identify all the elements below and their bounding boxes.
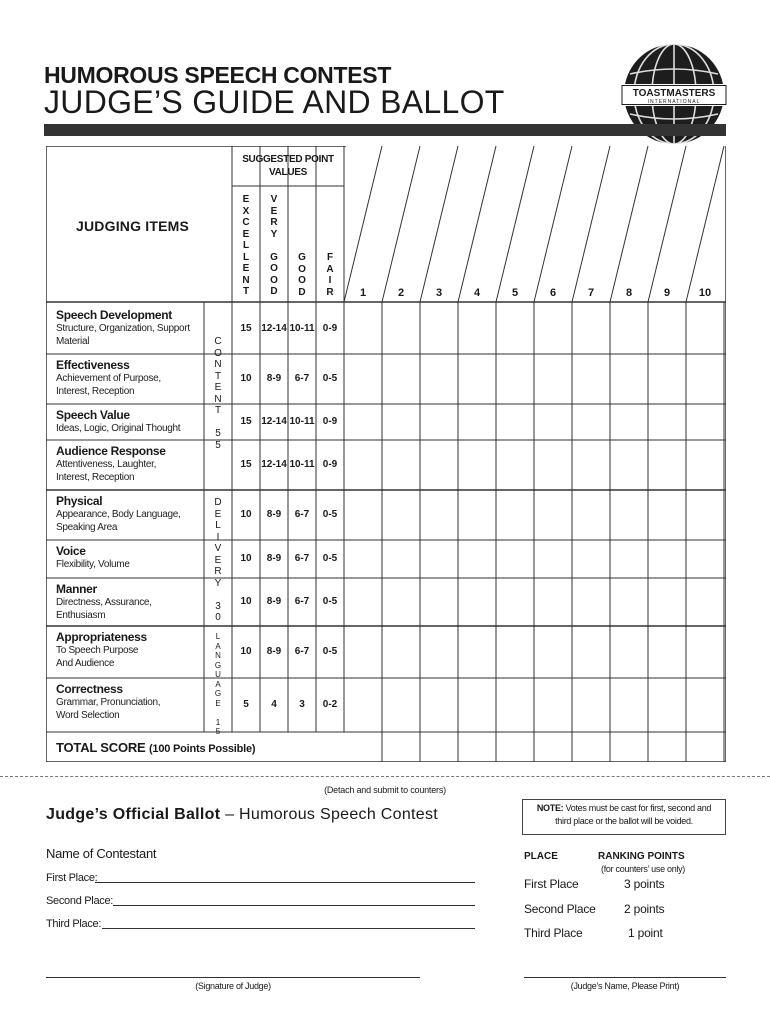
score-cell[interactable] (649, 405, 685, 439)
judge-name-label: (Judge’s Name, Please Print) (570, 981, 680, 991)
rank-place-2: Second Place (524, 902, 596, 916)
scale-header-very-good: V E R Y G O O D (270, 194, 278, 297)
total-score-cell[interactable] (649, 733, 685, 761)
contestant-slant-4 (496, 146, 534, 302)
score-cell[interactable] (421, 441, 457, 489)
first-place-field[interactable] (95, 882, 475, 883)
judging-item-speech-value (56, 408, 180, 435)
note-box (522, 799, 726, 835)
score-cell[interactable] (535, 305, 571, 353)
item-title: Speech Development (56, 308, 172, 322)
score-cell[interactable] (649, 441, 685, 489)
total-score-cell[interactable] (573, 733, 609, 761)
score-cell[interactable] (459, 579, 495, 625)
judging-item-correctness (56, 682, 160, 722)
score-cell[interactable] (611, 405, 647, 439)
suggested-values-label: SUGGESTED POINT VALUES (242, 154, 334, 178)
third-place-field[interactable] (102, 928, 475, 929)
rank-points-2: 2 points (624, 902, 665, 916)
score-cell[interactable] (611, 305, 647, 353)
point-value-3: 0-9 (322, 416, 338, 427)
score-cell[interactable] (345, 679, 381, 731)
contestant-number-7: 7 (587, 287, 595, 299)
detach-note: (Detach and submit to counters) (324, 785, 446, 795)
scale-header-excellent: E X C E L L E N T (242, 194, 250, 297)
score-cell[interactable] (611, 579, 647, 625)
item-subtitle-0: Structure, Organization, Support (56, 323, 190, 334)
rank-points-3: 1 point (628, 926, 663, 940)
item-subtitle-1: Speaking Area (56, 522, 118, 533)
item-title: Voice (56, 544, 86, 558)
contestant-slant-0 (344, 146, 382, 302)
score-cell[interactable] (383, 441, 419, 489)
point-value-2: 6-7 (294, 509, 310, 520)
score-cell[interactable] (649, 305, 685, 353)
score-cell[interactable] (497, 627, 533, 677)
second-place-field[interactable] (113, 905, 475, 906)
item-title: Correctness (56, 682, 123, 696)
score-cell[interactable] (535, 541, 571, 577)
judging-item-effectiveness (56, 358, 161, 398)
point-value-0: 5 (243, 699, 249, 710)
score-cell[interactable] (345, 405, 381, 439)
score-cell[interactable] (421, 405, 457, 439)
point-value-1: 8-9 (266, 596, 282, 607)
header-rule (44, 124, 726, 136)
score-cell[interactable] (497, 541, 533, 577)
ballot-title-bold: Judge’s Official Ballot (46, 806, 221, 823)
score-cell[interactable] (459, 405, 495, 439)
item-subtitle-1: Word Selection (56, 710, 120, 721)
point-value-0: 15 (240, 459, 252, 470)
score-cell[interactable] (687, 405, 723, 439)
contestant-slant-3 (458, 146, 496, 302)
item-subtitle-1: Enthusiasm (56, 610, 106, 621)
item-subtitle-1: Interest, Reception (56, 386, 135, 397)
point-value-3: 0-5 (322, 509, 338, 520)
contestant-number-5: 5 (511, 287, 519, 299)
score-cell[interactable] (649, 579, 685, 625)
score-cell[interactable] (535, 679, 571, 731)
score-cell[interactable] (497, 579, 533, 625)
score-cell[interactable] (611, 541, 647, 577)
judging-item-speech-development (56, 308, 190, 348)
score-cell[interactable] (383, 305, 419, 353)
score-cell[interactable] (345, 355, 381, 403)
score-cell[interactable] (421, 305, 457, 353)
point-value-3: 0-9 (322, 459, 338, 470)
score-cell[interactable] (345, 627, 381, 677)
point-value-0: 10 (240, 596, 252, 607)
score-cell[interactable] (497, 355, 533, 403)
point-value-0: 10 (240, 509, 252, 520)
score-cell[interactable] (421, 541, 457, 577)
score-cell[interactable] (535, 441, 571, 489)
score-cell[interactable] (383, 627, 419, 677)
point-value-1: 12-14 (261, 323, 287, 334)
judging-item-manner (56, 582, 152, 622)
score-cell[interactable] (687, 305, 723, 353)
score-cell[interactable] (497, 679, 533, 731)
item-subtitle-0: Ideas, Logic, Original Thought (56, 423, 181, 434)
contestant-number-4: 4 (473, 287, 481, 299)
score-cell[interactable] (497, 405, 533, 439)
score-cell[interactable] (649, 627, 685, 677)
point-value-1: 8-9 (266, 373, 282, 384)
point-value-1: 12-14 (261, 416, 287, 427)
point-value-2: 6-7 (294, 646, 310, 657)
score-cell[interactable] (459, 491, 495, 539)
logo-text: TOASTMASTERS (632, 88, 716, 99)
score-cell[interactable] (573, 491, 609, 539)
item-subtitle-1: And Audience (56, 658, 115, 669)
rank-place-1: First Place (524, 877, 579, 891)
score-cell[interactable] (421, 579, 457, 625)
total-score-cell[interactable] (611, 733, 647, 761)
judge-name-line[interactable] (524, 977, 726, 978)
item-subtitle-0: To Speech Purpose (56, 645, 139, 656)
total-score-cell[interactable] (459, 733, 495, 761)
ranking-points-sub: (for counters’ use only) (601, 864, 686, 874)
contestant-number-6: 6 (549, 287, 557, 299)
total-score-sub: (100 Points Possible) (148, 743, 256, 755)
item-title: Effectiveness (56, 358, 130, 372)
item-title: Appropriateness (56, 630, 147, 644)
scale-header-fair: F A I R (326, 252, 334, 298)
score-cell[interactable] (687, 355, 723, 403)
detach-line (0, 776, 770, 777)
item-subtitle-0: Appearance, Body Language, (56, 509, 181, 520)
score-cell[interactable] (535, 491, 571, 539)
point-value-2: 6-7 (294, 553, 310, 564)
score-cell[interactable] (535, 627, 571, 677)
note-text: Votes must be cast for first, second and third place or the ballot will be voided. (555, 803, 712, 826)
point-value-2: 10-11 (289, 416, 315, 427)
contestant-slant-9 (686, 146, 724, 302)
score-cell[interactable] (459, 305, 495, 353)
total-score-cell[interactable] (535, 733, 571, 761)
score-cell[interactable] (687, 579, 723, 625)
score-cell[interactable] (687, 491, 723, 539)
score-cell[interactable] (573, 541, 609, 577)
total-score-cell[interactable] (421, 733, 457, 761)
item-title: Speech Value (56, 408, 130, 422)
name-of-contestant-heading: Name of Contestant (46, 846, 157, 861)
point-value-2: 3 (299, 699, 305, 710)
score-cell[interactable] (611, 491, 647, 539)
total-score-label (56, 740, 255, 755)
item-subtitle-0: Attentiveness, Laughter, (56, 459, 157, 470)
item-subtitle-1: Interest, Reception (56, 472, 135, 483)
score-cell[interactable] (345, 579, 381, 625)
total-score-cell[interactable] (687, 733, 723, 761)
contestant-slant-2 (420, 146, 458, 302)
score-cell[interactable] (383, 679, 419, 731)
score-cell[interactable] (421, 355, 457, 403)
logo-subtext: INTERNATIONAL (647, 99, 701, 105)
contestant-slant-1 (382, 146, 420, 302)
ranking-points-header: RANKING POINTS (598, 851, 685, 862)
title-line-1: HUMOROUS SPEECH CONTEST (44, 62, 392, 88)
place-header: PLACE (524, 851, 558, 862)
score-cell[interactable] (573, 305, 609, 353)
score-cell[interactable] (459, 679, 495, 731)
section-label-2: L A N G U A G E 1 5 (214, 632, 222, 736)
point-value-0: 10 (240, 373, 252, 384)
contestant-number-8: 8 (625, 287, 633, 299)
point-value-3: 0-5 (322, 646, 338, 657)
score-cell[interactable] (459, 627, 495, 677)
second-place-label: Second Place: (46, 895, 114, 907)
contestant-number-10: 10 (698, 287, 712, 299)
item-subtitle-0: Flexibility, Volume (56, 559, 130, 570)
contestant-slant-7 (610, 146, 648, 302)
score-cell[interactable] (573, 627, 609, 677)
score-cell[interactable] (383, 405, 419, 439)
contestant-slant-5 (534, 146, 572, 302)
judging-table (46, 146, 726, 762)
ballot-title (46, 806, 438, 824)
score-cell[interactable] (535, 405, 571, 439)
judging-items-label: JUDGING ITEMS (76, 218, 190, 234)
point-value-3: 0-5 (322, 373, 338, 384)
point-value-2: 10-11 (289, 323, 315, 334)
point-value-0: 10 (240, 646, 252, 657)
point-value-1: 8-9 (266, 509, 282, 520)
point-value-3: 0-5 (322, 596, 338, 607)
score-cell[interactable] (687, 541, 723, 577)
score-cell[interactable] (573, 355, 609, 403)
score-cell[interactable] (459, 541, 495, 577)
point-value-1: 8-9 (266, 553, 282, 564)
score-cell[interactable] (611, 441, 647, 489)
ballot-title-rest: – Humorous Speech Contest (220, 806, 439, 823)
section-label-1: D E L I V E R Y 3 0 (214, 497, 222, 623)
score-cell[interactable] (345, 305, 381, 353)
judging-item-physical (56, 494, 181, 534)
contestant-number-2: 2 (397, 287, 405, 299)
score-cell[interactable] (687, 679, 723, 731)
third-place-label: Third Place: (46, 918, 102, 930)
score-cell[interactable] (345, 441, 381, 489)
score-cell[interactable] (649, 541, 685, 577)
score-cell[interactable] (383, 491, 419, 539)
judging-item-appropriateness (56, 630, 147, 670)
signature-label: (Signature of Judge) (195, 981, 271, 991)
score-cell[interactable] (421, 679, 457, 731)
point-value-1: 4 (271, 699, 277, 710)
score-cell[interactable] (497, 441, 533, 489)
signature-line[interactable] (46, 977, 420, 978)
rank-place-3: Third Place (524, 926, 583, 940)
judging-item-audience-response (56, 444, 166, 484)
total-score-cell[interactable] (497, 733, 533, 761)
score-cell[interactable] (649, 491, 685, 539)
item-title: Physical (56, 494, 103, 508)
item-subtitle-0: Achievement of Purpose, (56, 373, 161, 384)
point-value-0: 15 (240, 416, 252, 427)
judging-item-voice (56, 544, 130, 571)
point-value-2: 6-7 (294, 596, 310, 607)
point-value-2: 6-7 (294, 373, 310, 384)
score-cell[interactable] (573, 679, 609, 731)
score-cell[interactable] (535, 579, 571, 625)
score-cell[interactable] (649, 679, 685, 731)
score-cell[interactable] (459, 441, 495, 489)
score-cell[interactable] (611, 627, 647, 677)
title-line-2: JUDGE’S GUIDE AND BALLOT (44, 84, 505, 120)
total-score-title: TOTAL SCORE (56, 740, 146, 755)
score-cell[interactable] (687, 441, 723, 489)
score-cell[interactable] (611, 355, 647, 403)
item-title: Audience Response (56, 444, 166, 458)
total-score-cell[interactable] (383, 733, 419, 761)
score-cell[interactable] (497, 491, 533, 539)
score-cell[interactable] (535, 355, 571, 403)
score-cell[interactable] (573, 579, 609, 625)
scale-header-good: G O O D (298, 252, 306, 298)
score-cell[interactable] (383, 541, 419, 577)
score-cell[interactable] (573, 405, 609, 439)
score-cell[interactable] (421, 627, 457, 677)
score-cell[interactable] (421, 491, 457, 539)
score-cell[interactable] (383, 355, 419, 403)
point-value-3: 0-5 (322, 553, 338, 564)
contestant-slant-8 (648, 146, 686, 302)
item-subtitle-0: Grammar, Pronunciation, (56, 697, 161, 708)
contestant-number-9: 9 (663, 287, 671, 299)
score-cell[interactable] (459, 355, 495, 403)
point-value-1: 12-14 (261, 459, 287, 470)
point-value-3: 0-2 (322, 699, 338, 710)
score-cell[interactable] (345, 491, 381, 539)
score-cell[interactable] (611, 679, 647, 731)
item-title: Manner (56, 582, 97, 596)
contestant-number-3: 3 (435, 287, 443, 299)
contestant-slant-6 (572, 146, 610, 302)
point-value-0: 15 (240, 323, 252, 334)
score-cell[interactable] (687, 627, 723, 677)
note-label: NOTE: (536, 803, 564, 813)
rank-points-1: 3 points (624, 877, 665, 891)
total-score-cell[interactable] (345, 733, 381, 761)
contestant-number-1: 1 (359, 287, 367, 299)
score-cell[interactable] (497, 305, 533, 353)
item-subtitle-0: Directness, Assurance, (56, 597, 152, 608)
first-place-label: First Place: (46, 872, 98, 884)
score-cell[interactable] (383, 579, 419, 625)
item-subtitle-1: Material (56, 336, 90, 347)
score-cell[interactable] (345, 541, 381, 577)
point-value-1: 8-9 (266, 646, 282, 657)
point-value-0: 10 (240, 553, 252, 564)
score-cell[interactable] (649, 355, 685, 403)
section-label-0: C O N T E N T 5 5 (214, 336, 222, 451)
point-value-2: 10-11 (289, 459, 315, 470)
score-cell[interactable] (573, 441, 609, 489)
point-value-3: 0-9 (322, 323, 338, 334)
